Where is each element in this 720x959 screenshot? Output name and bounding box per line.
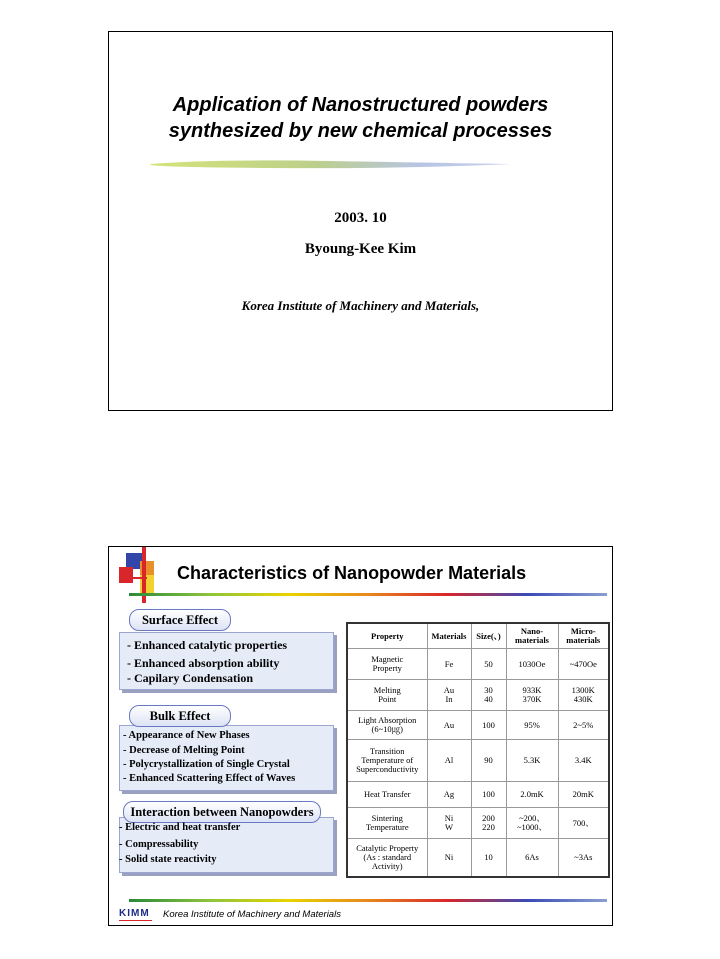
cell-materials-line: Fe [444, 658, 454, 669]
deco-horizontal-bar [127, 577, 147, 579]
cell-property-line: Sintering [371, 813, 403, 823]
cell-property-line: Light Absorption [358, 715, 417, 725]
header-nano-line2: materials [515, 635, 549, 645]
cell-materials-line: Al [444, 755, 454, 765]
logo-underline [119, 920, 152, 921]
cell-property-line: Property [372, 663, 402, 673]
cell-materials-line: Ag [443, 789, 455, 799]
cell-materials [427, 680, 471, 711]
cell-micro [558, 740, 609, 782]
cell-property-line: Magnetic [371, 654, 404, 664]
table-row [347, 740, 609, 782]
cell-nano-line: 370K [522, 694, 542, 704]
header-micro-line1: Micro- [570, 626, 596, 636]
rainbow-divider-bottom [129, 899, 607, 902]
cell-micro [558, 680, 609, 711]
table-header-row [347, 623, 609, 649]
title-line-2: synthesized by new chemical processes [168, 120, 553, 142]
cell-property-line: Point [378, 694, 397, 704]
cell-property-line: Superconductivity [356, 764, 419, 774]
cell-micro-line: ~3As [574, 851, 593, 862]
table-row [347, 808, 609, 839]
cell-materials-line: Ni [444, 851, 454, 862]
cell-size-line: 100 [482, 719, 495, 730]
cell-size [471, 839, 506, 877]
cell-size [471, 808, 506, 839]
table-row [347, 839, 609, 877]
cell-materials [427, 839, 471, 877]
interaction-item-2: - Compressability [119, 839, 199, 850]
header-nano-line1: Nano- [520, 626, 544, 636]
cell-materials-line: Au [443, 685, 455, 695]
header-micro [558, 623, 609, 649]
title-line-1: Application of Nanostructured powders [172, 94, 549, 116]
cell-nano [506, 649, 558, 680]
footer-institution: Korea Institute of Machinery and Materials [163, 909, 341, 920]
cell-nano-line: 95% [524, 719, 540, 730]
institution-name: Korea Institute of Machinery and Materials, [241, 298, 480, 313]
table-body [347, 649, 609, 877]
bulk-item-1: - Appearance of New Phases [123, 730, 250, 741]
bulk-item-2: - Decrease of Melting Point [123, 745, 245, 756]
cell-micro [558, 711, 609, 740]
cell-micro-line: 1300K [571, 685, 595, 695]
cell-property [347, 649, 427, 680]
bulk-item-3: - Polycrystallization of Single Crystal [123, 759, 290, 770]
cell-property-line: (As : standard [363, 851, 412, 862]
cell-nano [506, 808, 558, 839]
cell-nano [506, 839, 558, 877]
cell-size [471, 711, 506, 740]
cell-micro [558, 808, 609, 839]
cell-nano-line: 1030Oe [518, 658, 546, 669]
cell-micro [558, 782, 609, 808]
cell-nano-line: 5.3K [523, 755, 541, 765]
cell-nano [506, 711, 558, 740]
cell-micro-line: 2~5% [573, 719, 594, 730]
cell-property [347, 782, 427, 808]
surface-item-2: - Enhanced absorption ability [127, 656, 280, 670]
cell-size-line: 220 [482, 822, 495, 832]
header-property: Property [347, 623, 427, 649]
cell-nano [506, 782, 558, 808]
cell-size-line: 200 [482, 813, 495, 823]
cell-micro-line: 430K [573, 694, 593, 704]
cell-nano-line: ~1000、 [516, 822, 548, 832]
interaction-item-3: - Solid state reactivity [119, 854, 217, 865]
cell-materials [427, 808, 471, 839]
cell-size-line: 40 [484, 694, 493, 704]
presentation-title [109, 92, 612, 144]
cell-materials-line: Ni [444, 813, 454, 823]
cell-materials [427, 740, 471, 782]
cell-materials [427, 782, 471, 808]
rainbow-divider-top [129, 593, 607, 596]
cell-property-line: Temperature [365, 822, 409, 832]
cell-micro [558, 649, 609, 680]
slide-title: Characteristics of Nanopowder Materials [177, 563, 527, 583]
kimm-logo: KIMM [119, 908, 150, 919]
cell-micro-line: ~470Oe [569, 658, 597, 669]
cell-micro [558, 839, 609, 877]
cell-materials [427, 711, 471, 740]
header-micro-line2: materials [566, 635, 601, 645]
cell-property-line: Catalytic Property [356, 842, 419, 853]
cell-size-line: 90 [484, 755, 493, 765]
bulk-item-4: - Enhanced Scattering Effect of Waves [123, 773, 296, 784]
title-slide [108, 31, 613, 411]
cell-property [347, 808, 427, 839]
characteristics-slide [108, 546, 613, 926]
cell-property-line: Melting [373, 685, 401, 695]
cell-size-line: 10 [484, 851, 493, 862]
cell-property [347, 740, 427, 782]
cell-property-line: Activity) [371, 860, 403, 871]
cell-micro-line: 3.4K [574, 755, 592, 765]
cell-property [347, 711, 427, 740]
table-row [347, 711, 609, 740]
cell-size-line: 50 [484, 658, 493, 669]
cell-nano-line: 6As [525, 851, 539, 862]
cell-micro-line: 20mK [572, 789, 594, 799]
header-materials: Materials [427, 623, 471, 649]
cell-micro-line: 700、 [572, 817, 594, 828]
properties-table [346, 622, 610, 878]
cell-property-line: (6~10㎍) [371, 724, 403, 734]
cell-size [471, 680, 506, 711]
surface-item-3: - Capilary Condensation [127, 671, 254, 685]
header-size: Size(、) [471, 623, 506, 649]
cell-size [471, 782, 506, 808]
cell-property-line: Transition [369, 746, 405, 756]
interaction-item-1: - Electric and heat transfer [119, 822, 241, 833]
bulk-effect-label: Bulk Effect [129, 705, 231, 727]
cell-property-line: Heat Transfer [363, 789, 411, 799]
cell-nano-line: ~200、 [519, 813, 545, 823]
cell-materials [427, 649, 471, 680]
cell-size [471, 740, 506, 782]
cell-nano [506, 680, 558, 711]
cell-property [347, 839, 427, 877]
presentation-date: 2003. 10 [334, 210, 387, 226]
cell-size-line: 30 [484, 685, 493, 695]
brush-stroke-underline [149, 158, 514, 170]
interaction-label: Interaction between Nanopowders [123, 801, 321, 823]
surface-effect-label: Surface Effect [129, 609, 231, 631]
table-row [347, 680, 609, 711]
table-row [347, 782, 609, 808]
cell-nano-line: 2.0mK [520, 789, 544, 799]
cell-size-line: 100 [482, 789, 495, 799]
cell-materials-line: Au [443, 719, 455, 730]
deco-square-red [119, 567, 133, 583]
cell-size [471, 649, 506, 680]
surface-item-1: - Enhanced catalytic properties [127, 638, 288, 652]
cell-property-line: Temperature of [361, 755, 414, 765]
cell-nano-line: 933K [522, 685, 542, 695]
cell-materials-line: W [444, 822, 454, 832]
author-name: Byoung-Kee Kim [304, 241, 417, 257]
cell-materials-line: In [445, 694, 453, 704]
cell-nano [506, 740, 558, 782]
table-row [347, 649, 609, 680]
cell-property [347, 680, 427, 711]
header-nano [506, 623, 558, 649]
